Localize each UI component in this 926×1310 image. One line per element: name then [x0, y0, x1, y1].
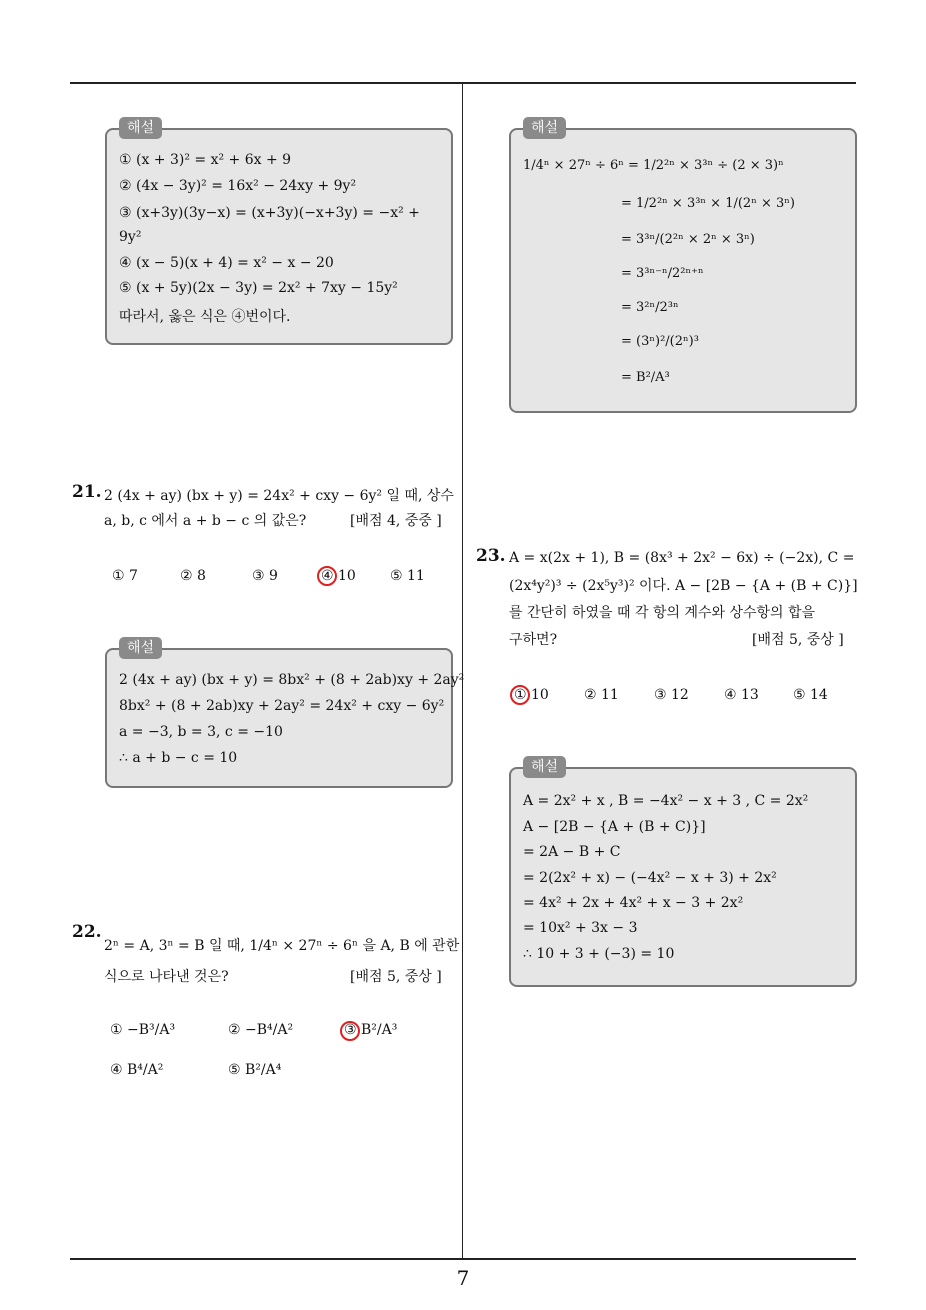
solution-tag: 해설 [523, 117, 566, 139]
solution-line: = 3²ⁿ/2³ⁿ [621, 300, 679, 315]
solution-line: = 1/2²ⁿ × 3³ⁿ × 1/(2ⁿ × 3ⁿ) [621, 196, 795, 211]
choice[interactable]: ③ 9 [252, 568, 278, 584]
choice[interactable]: ② 8 [180, 568, 206, 584]
solution-line: ∴ 10 + 3 + (−3) = 10 [523, 946, 675, 962]
solution-line: = 4x² + 2x + 4x² + x − 3 + 2x² [523, 895, 744, 911]
solution-line: a = −3, b = 3, c = −10 [119, 724, 283, 740]
question-text: 를 간단히 하였을 때 각 항의 계수와 상수항의 합을 [509, 605, 816, 621]
solution-line: ⑤ (x + 5y)(2x − 3y) = 2x² + 7xy − 15y² [119, 280, 398, 296]
solution-line: A − [2B − {A + (B + C)}] [523, 819, 706, 835]
choice[interactable]: ③ B²/A³ [344, 1022, 398, 1038]
question-meta: [배점 5, 중상 ] [752, 632, 844, 648]
question-meta: [배점 5, 중상 ] [350, 969, 442, 985]
question-text: 구하면? [509, 632, 558, 648]
choice[interactable]: ④ B⁴/A² [110, 1062, 164, 1078]
page-number: 7 [456, 1266, 470, 1290]
choice[interactable]: ② 11 [584, 687, 619, 703]
solution-line: = 3³ⁿ/(2²ⁿ × 2ⁿ × 3ⁿ) [621, 232, 755, 247]
question-number: 23. [476, 546, 506, 566]
solution-line: 9y² [119, 229, 142, 245]
solution-line: ② (4x − 3y)² = 16x² − 24xy + 9y² [119, 178, 357, 194]
solution-line: = 2A − B + C [523, 844, 621, 860]
solution-tag: 해설 [523, 756, 566, 778]
answer-mark [340, 1021, 360, 1041]
question-number: 22. [72, 922, 102, 942]
choice[interactable]: ④ 13 [724, 687, 759, 703]
solution-box-20 [105, 120, 453, 345]
choice[interactable]: ① −B³/A³ [110, 1022, 176, 1038]
question-text: 2 (4x + ay) (bx + y) = 24x² + cxy − 6y² 일 때, 상수 [104, 488, 454, 504]
solution-line: = 2(2x² + x) − (−4x² − x + 3) + 2x² [523, 870, 777, 886]
choice[interactable]: ① 10 [514, 687, 549, 703]
choice[interactable]: ① 7 [112, 568, 138, 584]
question-text: 식으로 나타낸 것은? [104, 969, 229, 985]
question-text: (2x⁴y²)³ ÷ (2x⁵y³)² 이다. A − [2B − {A + (B + C)}] [509, 578, 858, 594]
solution-line: = (3ⁿ)²/(2ⁿ)³ [621, 334, 699, 349]
solution-line: = B²/A³ [621, 370, 670, 385]
solution-line: A = 2x² + x , B = −4x² − x + 3 , C = 2x² [523, 793, 809, 809]
solution-line: 8bx² + (8 + 2ab)xy + 2ay² = 24x² + cxy − 6y² [119, 698, 445, 714]
solution-tag: 해설 [119, 117, 162, 139]
solution-line: = 3³ⁿ⁻ⁿ/2²ⁿ⁺ⁿ [621, 266, 704, 281]
solution-line: 1/4ⁿ × 27ⁿ ÷ 6ⁿ = 1/2²ⁿ × 3³ⁿ ÷ (2 × 3)ⁿ [523, 158, 784, 173]
solution-line: = 10x² + 3x − 3 [523, 920, 638, 936]
solution-box-23 [509, 759, 857, 987]
answer-mark [317, 566, 337, 586]
top-rule [70, 82, 856, 84]
solution-line: ∴ a + b − c = 10 [119, 750, 238, 766]
question-meta: [배점 4, 중중 ] [350, 513, 442, 529]
solution-box-21 [105, 640, 465, 788]
question-number: 21. [72, 482, 102, 502]
solution-line: 2 (4x + ay) (bx + y) = 8bx² + (8 + 2ab)xy + 2ay² [119, 672, 465, 688]
choice[interactable]: ④ 10 [321, 568, 356, 584]
bottom-rule [70, 1258, 856, 1260]
solution-tag: 해설 [119, 637, 162, 659]
answer-mark [510, 685, 530, 705]
choice[interactable]: ② −B⁴/A² [228, 1022, 294, 1038]
choice[interactable]: ⑤ B²/A⁴ [228, 1062, 282, 1078]
solution-line: ③ (x+3y)(3y−x) = (x+3y)(−x+3y) = −x² + [119, 205, 420, 221]
solution-line: ① (x + 3)² = x² + 6x + 9 [119, 152, 292, 168]
solution-box-22 [509, 120, 857, 413]
question-text: 2ⁿ = A, 3ⁿ = B 일 때, 1/4ⁿ × 27ⁿ ÷ 6ⁿ 을 A, B 에 관한 [104, 938, 460, 954]
question-text: a, b, c 에서 a + b − c 의 값은? [104, 513, 307, 529]
choice[interactable]: ⑤ 11 [390, 568, 425, 584]
choice[interactable]: ⑤ 14 [793, 687, 828, 703]
question-text: A = x(2x + 1), B = (8x³ + 2x² − 6x) ÷ (−2x), C = [509, 550, 855, 566]
choice[interactable]: ③ 12 [654, 687, 689, 703]
solution-line: 따라서, 옳은 식은 ④번이다. [119, 309, 291, 325]
solution-line: ④ (x − 5)(x + 4) = x² − x − 20 [119, 255, 334, 271]
